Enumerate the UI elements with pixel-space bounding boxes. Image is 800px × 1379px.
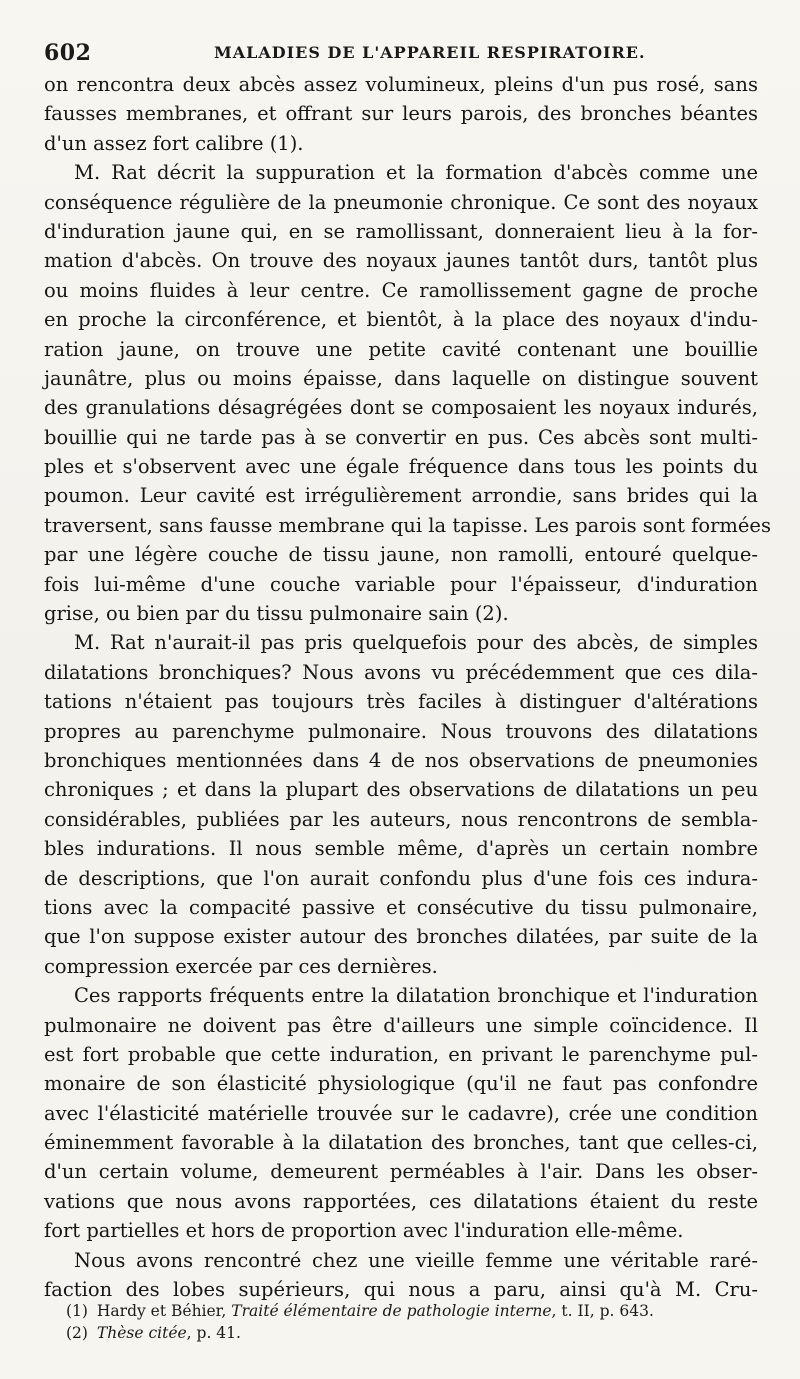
text-line: jaunâtre, plus ou moins épaisse, dans laquelle on distingue souvent xyxy=(44,366,758,390)
text-line: ples et s'observent avec une égale fréquence dans tous les points du xyxy=(44,455,758,479)
text-line: éminemment favorable à la dilatation des bronches, tant que celles-ci, xyxy=(44,1131,758,1155)
text-line: fort partielles et hors de proportion avec l'induration elle-même. xyxy=(44,1219,684,1243)
text-line: on rencontra deux abcès assez volumineux, pleins d'un pus rosé, sans xyxy=(44,73,758,96)
text-line: en proche la circonférence, et bientôt, à la place des noyaux d'indu- xyxy=(44,308,758,332)
text-line: Ces rapports fréquents entre la dilatation bronchique et l'induration xyxy=(74,984,758,1008)
text-line: pulmonaire ne doivent pas être d'ailleurs une simple coïncidence. Il xyxy=(44,1013,758,1037)
footnote-reference: , p. 41. xyxy=(186,1324,241,1342)
footnote xyxy=(66,1300,756,1322)
footnote-reference: , t. II, p. 643. xyxy=(551,1302,654,1320)
text-line: que l'on suppose exister autour des bronches dilatées, par suite de la xyxy=(44,925,758,949)
text-line: ou moins fluides à leur centre. Ce ramollissement gagne de proche xyxy=(44,278,758,302)
text-line: des granulations désagrégées dont se composaient les noyaux indurés, xyxy=(44,396,758,420)
text-line: de descriptions, que l'on aurait confondu plus d'une fois ces indura- xyxy=(44,866,758,890)
text-line: mation d'abcès. On trouve des noyaux jaunes tantôt durs, tantôt plus xyxy=(44,249,758,273)
text-line: d'un certain volume, demeurent perméables à l'air. Dans les obser- xyxy=(44,1160,758,1184)
text-line: d'un assez fort calibre (1). xyxy=(44,131,304,155)
text-line: par une légère couche de tissu jaune, non ramolli, entouré quelque- xyxy=(44,543,758,567)
footnote-marker: (1) xyxy=(66,1302,88,1320)
text-line: tations n'étaient pas toujours très faciles à distinguer d'altérations xyxy=(44,690,758,714)
text-line: fois lui-même d'une couche variable pour l'épaisseur, d'induration xyxy=(44,572,758,596)
body-text xyxy=(44,70,771,1304)
text-line: grise, ou bien par du tissu pulmonaire sain (2). xyxy=(44,602,509,626)
text-line: monaire de son élasticité physiologique (qu'il ne faut pas confondre xyxy=(44,1072,758,1096)
text-line: ration jaune, on trouve une petite cavité contenant une bouillie xyxy=(44,337,758,361)
page-number: 602 xyxy=(44,40,92,66)
text-line: conséquence régulière de la pneumonie chronique. Ce sont des noyaux xyxy=(44,190,758,214)
text-line: poumon. Leur cavité est irrégulièrement arrondie, sans brides qui la xyxy=(44,484,758,508)
text-line: dilatations bronchiques? Nous avons vu précédemment que ces dila- xyxy=(44,660,758,684)
running-head: MALADIES DE L'APPAREIL RESPIRATOIRE. xyxy=(214,43,646,62)
text-line: d'induration jaune qui, en se ramollissant, donneraient lieu à la for- xyxy=(44,219,758,243)
text-line: traversent, sans fausse membrane qui la tapisse. Les parois sont formées xyxy=(44,513,771,537)
text-line: faction des lobes supérieurs, qui nous a paru, ainsi qu'à M. Cru- xyxy=(44,1278,758,1302)
text-line: tions avec la compacité passive et consécutive du tissu pulmonaire, xyxy=(44,895,758,919)
footnote-title: Thèse citée xyxy=(96,1324,187,1342)
footnote-title: Traité élémentaire de pathologie interne xyxy=(231,1302,552,1320)
page-header xyxy=(44,40,764,70)
text-line: Nous avons rencontré chez une vieille femme une véritable raré- xyxy=(74,1248,758,1272)
footnote xyxy=(66,1322,756,1344)
footnote-author: Hardy et Béhier, xyxy=(96,1302,227,1320)
text-line: bronchiques mentionnées dans 4 de nos observations de pneumonies xyxy=(44,748,758,772)
text-line: avec l'élasticité matérielle trouvée sur le cadavre), crée une condition xyxy=(44,1101,758,1125)
footnotes xyxy=(66,1300,756,1344)
text-line: propres au parenchyme pulmonaire. Nous trouvons des dilatations xyxy=(44,719,758,743)
text-line: M. Rat n'aurait-il pas pris quelquefois pour des abcès, de simples xyxy=(74,631,758,655)
text-line: chroniques ; et dans la plupart des observations de dilatations un peu xyxy=(44,778,758,802)
text-line: est fort probable que cette induration, en privant le parenchyme pul- xyxy=(44,1042,758,1066)
text-line: fausses membranes, et offrant sur leurs parois, des bronches béantes xyxy=(44,102,758,126)
text-line: considérables, publiées par les auteurs, nous rencontrons de sembla- xyxy=(44,807,758,831)
text-line: compression exercée par ces dernières. xyxy=(44,954,438,978)
text-line: bouillie qui ne tarde pas à se convertir en pus. Ces abcès sont multi- xyxy=(44,425,758,449)
text-line: bles indurations. Il nous semble même, d'après un certain nombre xyxy=(44,837,758,861)
footnote-marker: (2) xyxy=(66,1324,88,1342)
text-line: M. Rat décrit la suppuration et la formation d'abcès comme une xyxy=(74,161,758,185)
text-line: vations que nous avons rapportées, ces dilatations étaient du reste xyxy=(44,1189,758,1213)
